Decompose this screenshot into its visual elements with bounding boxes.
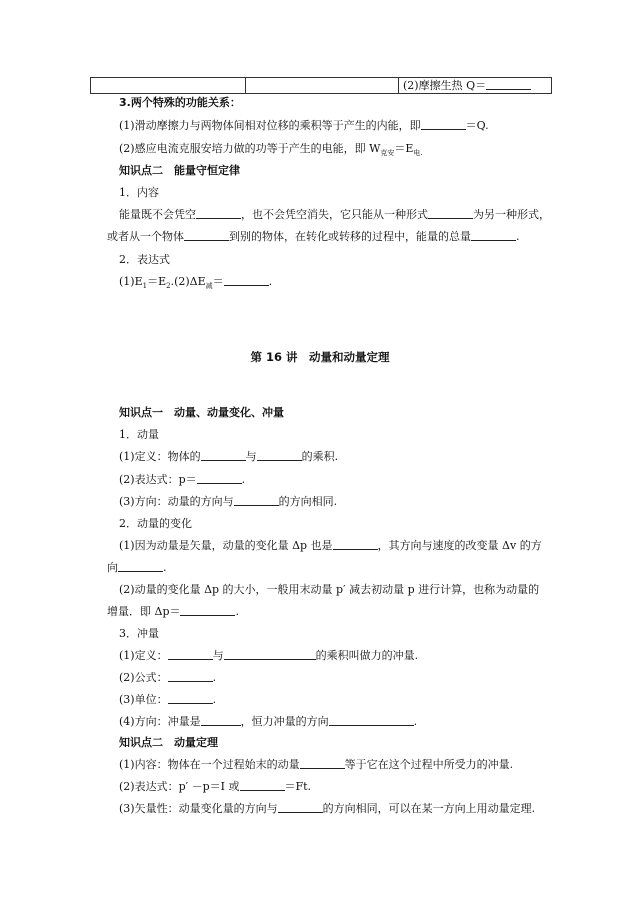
paragraph: 能量既不会凭空 ，也不会凭空消失，它只能从一种形式 为另一种形式，: [119, 208, 550, 221]
fill-blank[interactable]: [329, 716, 414, 726]
paragraph: 增量．即 Δp＝ .: [107, 605, 239, 618]
fill-blank[interactable]: [118, 562, 163, 572]
fill-blank[interactable]: [224, 276, 269, 286]
paragraph: (1)内容：物体在一个过程始末的动量 等于它在这个过程中所受力的冲量.: [119, 758, 514, 771]
fill-blank[interactable]: [184, 231, 229, 241]
table-row: [90, 77, 552, 94]
paragraph: (1)定义： 与 的乘积叫做力的冲量.: [119, 649, 419, 662]
lecture-title: 第 16 讲 动量和动量定理: [250, 350, 390, 364]
fill-blank[interactable]: [257, 451, 302, 461]
table-cell-empty-2: [246, 78, 399, 93]
subheading: 2．表达式: [119, 253, 170, 266]
fill-blank[interactable]: [333, 540, 378, 550]
paragraph: 或者从一个物体 到别的物体，在转化或转移的过程中，能量的总量 .: [107, 230, 520, 243]
fill-blank[interactable]: [201, 451, 246, 461]
fill-blank[interactable]: [168, 650, 213, 660]
paragraph: 向 .: [107, 561, 167, 574]
fill-blank[interactable]: [428, 209, 473, 219]
table-cell-empty-1: [91, 78, 246, 93]
fill-blank[interactable]: [168, 672, 213, 682]
paragraph: (4)方向：冲量是 ，恒力冲量的方向 .: [119, 715, 418, 728]
table-cell-friction-heat: (2)摩擦生热 Q＝: [399, 78, 551, 93]
fill-blank[interactable]: [224, 650, 316, 660]
section-heading: 3.两个特殊的功能关系：: [119, 96, 241, 109]
knowledge-point-heading: 知识点二 能量守恒定律: [119, 164, 240, 177]
fill-blank[interactable]: [421, 120, 466, 130]
paragraph: (3)矢量性：动量变化量的方向与 的方向相同，可以在某一方向上用动量定理.: [119, 802, 536, 815]
fill-blank[interactable]: [234, 496, 279, 506]
paragraph: (3)单位： .: [119, 693, 217, 706]
fill-blank[interactable]: [486, 80, 531, 90]
paragraph: (1)因为动量是矢量，动量的变化量 Δp 也是 ，其方向与速度的改变量 Δv 的方: [119, 539, 542, 552]
paragraph: (1)滑动摩擦力与两物体间相对位移的乘积等于产生的内能，即 ＝Q.: [119, 119, 489, 132]
fill-blank[interactable]: [168, 694, 213, 704]
fill-blank[interactable]: [196, 209, 241, 219]
knowledge-point-heading: 知识点二 动量定理: [119, 736, 218, 749]
fill-blank[interactable]: [471, 231, 516, 241]
paragraph: (2)动量的变化量 Δp 的大小，一般用末动量 p′ 减去初动量 p 进行计算，也称为动量的: [119, 583, 540, 596]
formula: $(1)E_1=E_2.(2)\Delta E_减=$ .: [119, 275, 273, 291]
subheading: 1．动量: [119, 428, 159, 441]
paragraph: (1)定义：物体的 与 的乘积.: [119, 450, 339, 463]
subheading: 3．冲量: [119, 627, 159, 640]
subheading: 1．内容: [119, 186, 159, 199]
fill-blank[interactable]: [201, 716, 241, 726]
fill-blank[interactable]: [278, 803, 323, 813]
paragraph: (2)公式： .: [119, 671, 217, 684]
fill-blank[interactable]: [180, 606, 235, 616]
fill-blank[interactable]: [300, 759, 345, 769]
fill-blank[interactable]: [240, 781, 285, 791]
paragraph: (2)表达式：p′ －p＝I 或 ＝Ft.: [119, 780, 312, 793]
subheading: 2．动量的变化: [119, 517, 192, 530]
fill-blank[interactable]: [197, 474, 242, 484]
paragraph: (3)方向：动量的方向与 的方向相同.: [119, 495, 338, 508]
paragraph: (2)表达式：p＝ .: [119, 473, 246, 486]
knowledge-point-heading: 知识点一 动量、动量变化、冲量: [119, 406, 284, 419]
paragraph: (2)感应电流克服安培力做的功等于产生的电能，即 $W_{克安}=E_{电.}$: [119, 142, 423, 158]
